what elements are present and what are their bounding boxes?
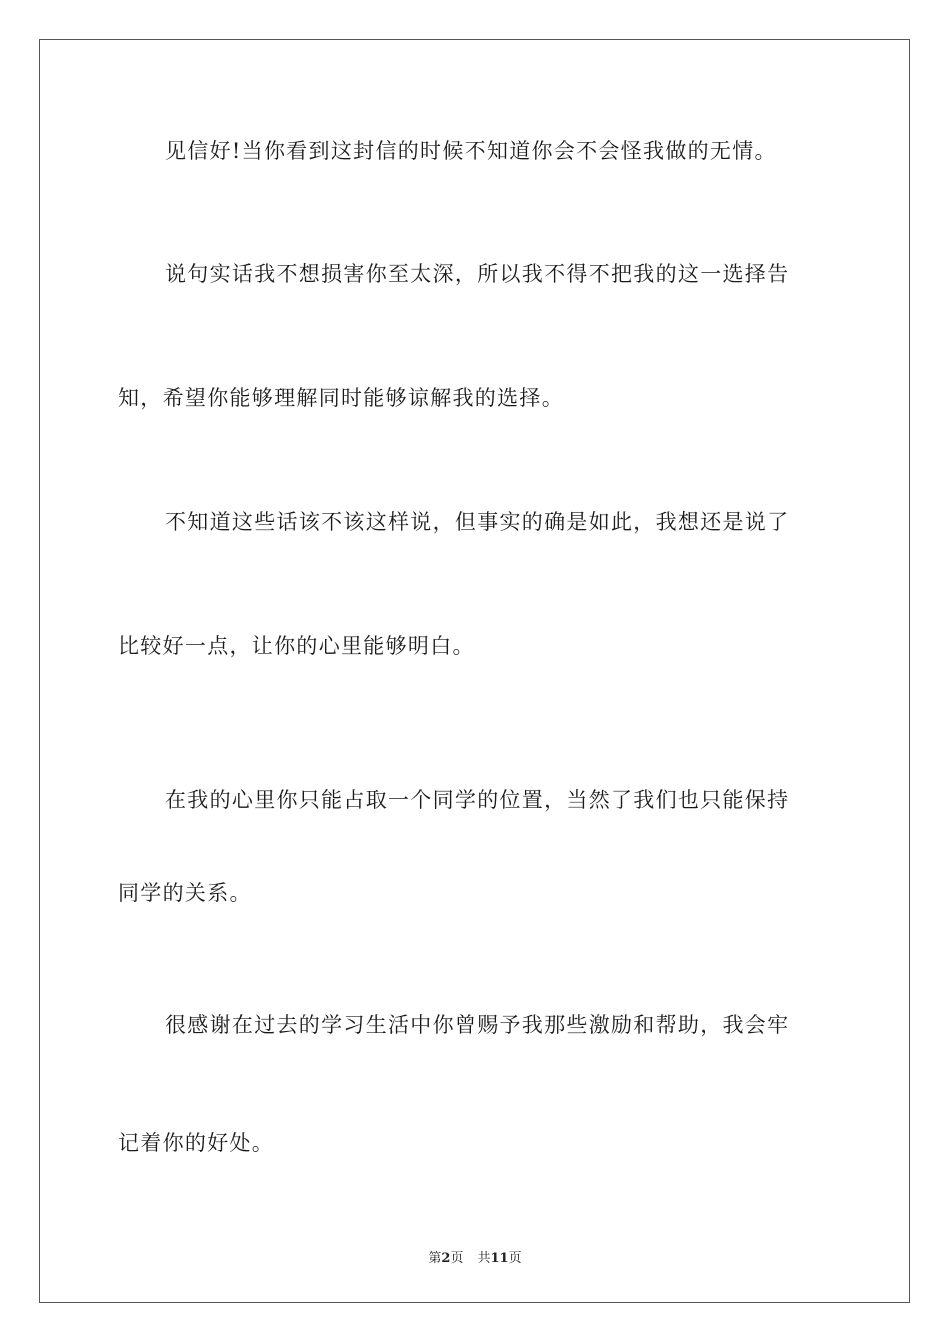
footer-page-suffix: 页 [450, 1251, 464, 1266]
paragraph-line: 记着你的好处。 [118, 1131, 275, 1155]
paragraph-line: 很感谢在过去的学习生活中你曾赐予我那些激励和帮助，我会牢 [165, 1013, 790, 1037]
footer-page-prefix: 第 [428, 1251, 442, 1266]
paragraph-line: 知，希望你能够理解同时能够谅解我的选择。 [118, 386, 564, 410]
paragraph-line: 见信好!当你看到这封信的时候不知道你会不会怪我做的无情。 [165, 139, 777, 163]
paragraph-line: 不知道这些话该不该这样说，但事实的确是如此，我想还是说了 [165, 510, 790, 534]
paragraph-line: 说句实话我不想损害你至太深，所以我不得不把我的这一选择告 [165, 262, 790, 286]
footer-total-suffix: 页 [508, 1251, 522, 1266]
paragraph-line: 比较好一点，让你的心里能够明白。 [118, 634, 475, 658]
footer-page-number: 2 [441, 1251, 451, 1266]
page-frame [39, 39, 910, 1303]
paragraph-line: 在我的心里你只能占取一个同学的位置，当然了我们也只能保持 [165, 788, 790, 812]
footer-total-prefix: 共 [477, 1251, 491, 1266]
paragraph-line: 同学的关系。 [118, 881, 252, 905]
page-footer [0, 1247, 950, 1266]
footer-total-number: 11 [490, 1251, 509, 1266]
